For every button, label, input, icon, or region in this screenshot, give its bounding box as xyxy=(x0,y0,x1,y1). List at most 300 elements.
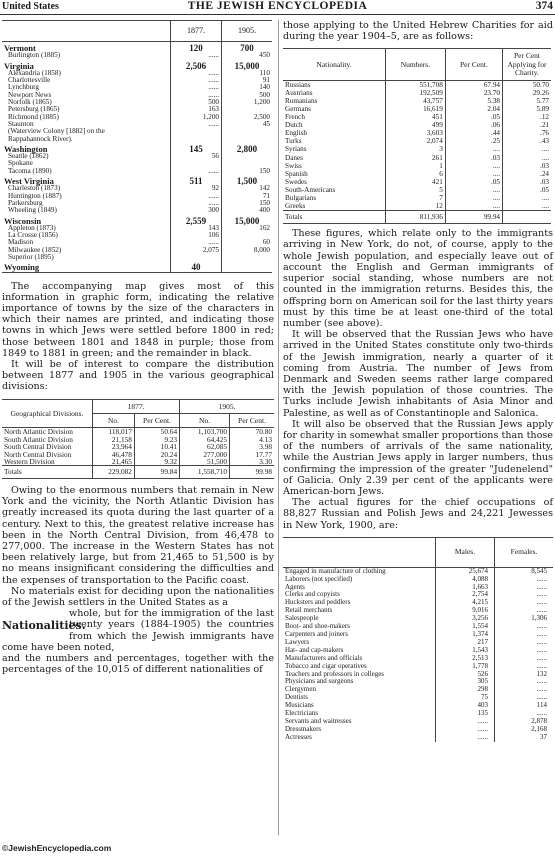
nationality-number: 1 xyxy=(386,162,446,170)
value-1877: 40 xyxy=(171,261,222,272)
city-name: Madison xyxy=(8,238,34,247)
nationality-table-body xyxy=(283,80,551,224)
city-name: Alexandria (1858) xyxy=(8,68,61,77)
paragraph-charity: It will also be observed that the Russian Jews apply for charity in somewhat smaller proportions than those of the numbers of arrivals of the same nationality, while the Austrian Jews apply in larger numbers, thus confirming the impression of the greater "Judenelend" of Galicia. Only 2.39 per cent of the applicants were American-born Jews. xyxy=(283,418,553,497)
value-1905-percent: 3.98 xyxy=(230,443,274,450)
occupation-name: Electricians xyxy=(285,709,319,718)
occupation-name: Tobacco and cigar operatives xyxy=(285,661,367,670)
value-1877: 500 xyxy=(171,99,222,106)
value-1905: 450 xyxy=(222,52,273,59)
nationality-head-name: Nationality. xyxy=(283,49,386,80)
value-1905: 162 xyxy=(222,225,273,232)
occupation-females: ...... xyxy=(495,710,554,718)
occupation-males: 2,513 xyxy=(436,655,495,663)
nationality-row xyxy=(283,113,551,121)
occupation-females: 2,168 xyxy=(495,726,554,734)
value-1905-percent: 4.13 xyxy=(230,436,274,443)
nationality-name: French xyxy=(285,113,305,122)
state-table-head-name xyxy=(2,21,171,42)
column-divider xyxy=(278,20,279,835)
division-row xyxy=(2,458,274,466)
value-1877-number: 229,082 xyxy=(93,466,135,478)
nationality-charity-percent: .24 xyxy=(503,170,552,178)
nationality-row xyxy=(283,97,551,105)
value-1877-percent: 9.23 xyxy=(134,436,179,443)
nationality-charity-percent: 50.70 xyxy=(503,80,552,89)
city-name: Norfolk (1865) xyxy=(8,98,52,107)
city-name: Parkersburg xyxy=(8,198,43,207)
occupation-name: Lawyers xyxy=(285,637,310,646)
occupation-head-males: Males. xyxy=(436,537,495,567)
value-1877: ...... xyxy=(171,200,222,207)
division-table xyxy=(2,399,274,479)
left-column xyxy=(2,20,274,675)
occupation-name: Agents xyxy=(285,582,305,591)
paragraph-nationalities-rest: and the numbers and percentages, together with the percentages of the 10,015 of different nationalities of xyxy=(2,652,274,676)
occupation-row xyxy=(283,678,553,686)
page-header xyxy=(0,0,555,15)
nationality-name: Dutch xyxy=(285,121,303,130)
value-1877: ...... xyxy=(171,70,222,77)
occupation-row xyxy=(283,607,553,615)
value-1877-number: 46,478 xyxy=(93,451,135,458)
right-column xyxy=(283,20,553,742)
value-1905: 15,000 xyxy=(222,60,273,70)
division-head-pct-b: Per Cent. xyxy=(230,414,274,428)
nationality-name: Danes xyxy=(285,153,303,162)
city-name: Huntington (1887) xyxy=(8,191,62,200)
occupation-row xyxy=(283,631,553,639)
value-1877-number: 21,158 xyxy=(93,436,135,443)
paragraph-russian: It will be observed that the Russian Jews who have arrived in the United States constitute only two-thirds of the Jewish immigration, nearly a quarter of it coming from Austria. The number of Jews from Denmark and Sweden seems rather large compared with the Jewish population of those countries. The Turks include Jewish inhabitants of Asia Minor and Palestine, as well as of Constantinople and Salonica. xyxy=(283,329,553,419)
nationality-row xyxy=(283,178,551,186)
occupation-males: ...... xyxy=(436,726,495,734)
division-head-label: Geographical Divisions. xyxy=(2,399,93,428)
division-name: Totals xyxy=(2,466,93,478)
nationality-name: South-Americans xyxy=(285,185,336,194)
value-1877: ...... xyxy=(171,92,222,99)
city-name: Rappahannock River). xyxy=(8,134,73,143)
occupation-males: 2,754 xyxy=(436,591,495,599)
value-1905: 91 xyxy=(222,77,273,84)
occupation-females: 37 xyxy=(495,734,554,742)
state-table-head-1905: 1905. xyxy=(222,21,273,42)
value-1905 xyxy=(222,254,273,261)
occupation-name: Hat- and cap-makers xyxy=(285,645,344,654)
value-1877: 106 xyxy=(171,232,222,239)
value-1877: ...... xyxy=(171,77,222,84)
value-1877: 56 xyxy=(171,153,222,160)
occupation-males: 1,543 xyxy=(436,647,495,655)
state-name: Vermont xyxy=(4,43,36,53)
city-name: Richmond (1885) xyxy=(8,112,59,121)
nationality-name: Swiss xyxy=(285,161,302,170)
nationality-charity-percent: 5.77 xyxy=(503,97,552,105)
value-1905 xyxy=(222,153,273,160)
city-name: Wheeling (1849) xyxy=(8,206,57,215)
occupation-females: ...... xyxy=(495,686,554,694)
value-1905-number: 1,558,710 xyxy=(180,466,230,478)
value-1877: ...... xyxy=(171,84,222,91)
city-name: Charleston (1873) xyxy=(8,184,61,193)
occupation-name: Laborers (not specified) xyxy=(285,574,353,583)
value-1877: 2,075 xyxy=(171,247,222,254)
paragraph-nationalities-wrap: whole, but for the immigration of the last twenty years (1884-1905) the countries from which the Jewish immigrants have come have been noted, xyxy=(2,608,274,653)
nationality-row xyxy=(283,121,551,129)
occupation-females: 114 xyxy=(495,702,554,710)
occupation-males: 1,554 xyxy=(436,623,495,631)
value-1905: 2,800 xyxy=(222,143,273,153)
nationality-name: Greeks xyxy=(285,202,306,211)
nationality-number: 7 xyxy=(386,194,446,202)
occupation-name: Carpenters and joiners xyxy=(285,630,348,639)
nationality-head-numbers: Numbers. xyxy=(386,49,446,80)
nationality-row xyxy=(283,154,551,162)
value-1877: 120 xyxy=(171,42,222,53)
division-name: South Central Division xyxy=(4,442,72,452)
city-row xyxy=(2,168,272,175)
nationality-number: 499 xyxy=(386,121,446,129)
nationality-percent: .... xyxy=(445,162,502,170)
value-1877: ...... xyxy=(171,52,222,59)
nationality-percent: .44 xyxy=(445,129,502,137)
occupation-table xyxy=(283,537,553,742)
value-1905: 140 xyxy=(222,84,273,91)
nationality-head-charity: Per Cent Applying for Charity. xyxy=(503,49,552,80)
nationality-row xyxy=(283,170,551,178)
nationality-percent: 23.70 xyxy=(445,89,502,97)
occupation-females: ...... xyxy=(495,631,554,639)
occupation-males: 75 xyxy=(436,694,495,702)
paragraph-map: The accompanying map gives most of this information in graphic form, indicating the relative importance of towns by the size of the characters in which their names are printed, and indicating those towns in which Jews were settled before 1800 in red; those between 1801 and 1848 in purple; those from 1849 to 1881 in green; and the remainder in black. xyxy=(2,280,274,359)
value-1905: 150 xyxy=(222,168,273,175)
nationality-charity-percent: .... xyxy=(503,194,552,202)
value-1877-percent: 9.32 xyxy=(134,458,179,466)
nationality-row xyxy=(283,162,551,170)
occupation-females: ...... xyxy=(495,591,554,599)
nationality-percent: .... xyxy=(445,202,502,211)
header-page-number: 374 xyxy=(535,0,553,12)
nationality-row xyxy=(283,186,551,194)
nationality-number: 43,757 xyxy=(386,97,446,105)
value-1877: ...... xyxy=(171,168,222,175)
occupation-females: 8,545 xyxy=(495,567,554,575)
value-1905-number: 277,000 xyxy=(180,451,230,458)
nationality-charity-percent: 5.89 xyxy=(503,105,552,113)
value-1877: 300 xyxy=(171,207,222,214)
occupation-males: 1,778 xyxy=(436,663,495,671)
occupation-males: 217 xyxy=(436,639,495,647)
occupation-name: Actresses xyxy=(285,732,312,741)
nationality-number: 2,074 xyxy=(386,137,446,145)
value-1905 xyxy=(222,128,273,135)
occupation-females: ...... xyxy=(495,678,554,686)
division-head-no-a: No. xyxy=(93,414,135,428)
nationality-total-row xyxy=(283,211,551,224)
city-row xyxy=(2,207,272,214)
city-row xyxy=(2,232,272,239)
nationality-row xyxy=(283,137,551,145)
value-1905: 110 xyxy=(222,70,273,77)
value-1905-number: 51,500 xyxy=(180,458,230,466)
nationality-charity-percent: .76 xyxy=(503,129,552,137)
value-1877: 143 xyxy=(171,225,222,232)
city-name: Appleton (1873) xyxy=(8,223,56,232)
nationality-number: 192,509 xyxy=(386,89,446,97)
value-1877 xyxy=(171,254,222,261)
city-name: Newport News xyxy=(8,90,52,99)
value-1877 xyxy=(171,136,222,143)
value-1905-percent: 99.98 xyxy=(230,466,274,478)
city-name: Burlington (1885) xyxy=(8,51,61,60)
occupation-name: Physicians and surgeons xyxy=(285,677,354,686)
nationality-charity-percent: .03 xyxy=(503,178,552,186)
city-row xyxy=(2,52,272,59)
nationality-name: Austrians xyxy=(285,88,313,97)
nationality-percent: 5.38 xyxy=(445,97,502,105)
nationality-head-percent: Per Cent. xyxy=(445,49,502,80)
city-name: (Waterview Colony [1882] on the xyxy=(8,127,105,136)
occupation-females: ...... xyxy=(495,639,554,647)
value-1877: 1,200 xyxy=(171,114,222,121)
nationality-percent: .05 xyxy=(445,178,502,186)
occupation-females: ...... xyxy=(495,607,554,615)
nationality-name: Swedes xyxy=(285,177,307,186)
value-1905-percent: 3.30 xyxy=(230,458,274,466)
occupation-name: Clerks and copyists xyxy=(285,590,340,599)
occupation-name: Dentists xyxy=(285,693,308,702)
value-1877-percent: 99.84 xyxy=(134,466,179,478)
division-head-no-b: No. xyxy=(180,414,230,428)
nationality-number: 16,619 xyxy=(386,105,446,113)
state-name: Wyoming xyxy=(4,262,40,273)
value-1877: 92 xyxy=(171,185,222,192)
state-name: Wisconsin xyxy=(4,215,42,226)
value-1905-number: 62,085 xyxy=(180,443,230,450)
occupation-name: Engaged in manufacture of clothing xyxy=(285,566,386,575)
nationality-percent: 67.94 xyxy=(445,80,502,89)
occupation-row xyxy=(283,718,553,726)
nationality-percent: .... xyxy=(445,186,502,194)
nationality-row xyxy=(283,194,551,202)
city-row xyxy=(2,136,272,143)
nationality-number: 12 xyxy=(386,202,446,211)
nationality-percent: .... xyxy=(445,145,502,153)
city-row xyxy=(2,153,272,160)
nationality-percent: .05 xyxy=(445,113,502,121)
value-1877-percent: 50.64 xyxy=(134,428,179,436)
value-1905: 142 xyxy=(222,185,273,192)
paragraph-actual: The actual figures for the chief occupations of 88,827 Russian and Polish Jews and 24,221 Jewesses in New York, 1900, are: xyxy=(283,497,553,531)
city-name: Tacoma (1890) xyxy=(8,166,52,175)
occupation-row xyxy=(283,576,553,584)
value-1905-percent: 17.77 xyxy=(230,451,274,458)
value-1877-number: 23,964 xyxy=(93,443,135,450)
nationality-charity-percent: .... xyxy=(503,202,552,211)
occupation-males: ...... xyxy=(436,718,495,726)
occupation-females: ...... xyxy=(495,584,554,592)
footer-watermark: ©JewishEncyclopedia.com xyxy=(2,843,112,853)
nationality-charity-percent: .03 xyxy=(503,162,552,170)
city-name: Spokane xyxy=(8,159,33,168)
occupation-males: 526 xyxy=(436,671,495,679)
paragraph-compare: It will be of interest to compare the distribution between 1877 and 1905 in the various geographical divisions: xyxy=(2,359,274,393)
nationality-percent: .... xyxy=(445,194,502,202)
nationality-name: Totals xyxy=(283,211,386,224)
occupation-name: Teachers and professors in colleges xyxy=(285,669,385,678)
occupation-males: 403 xyxy=(436,702,495,710)
nationality-charity-percent: .... xyxy=(503,154,552,162)
city-row xyxy=(2,77,272,84)
occupation-males: 25,674 xyxy=(436,567,495,575)
occupation-name: Musicians xyxy=(285,701,314,710)
value-1905: 71 xyxy=(222,193,273,200)
occupation-males: 4,088 xyxy=(436,576,495,584)
nationality-number: 811,936 xyxy=(386,211,446,224)
division-total-row xyxy=(2,466,274,478)
city-name: Lynchburg xyxy=(8,83,40,92)
occupation-males: 1,374 xyxy=(436,631,495,639)
occupation-males: 305 xyxy=(436,678,495,686)
division-name: Western Division xyxy=(4,457,55,467)
occupation-row xyxy=(283,694,553,702)
nationality-name: Germans xyxy=(285,104,311,113)
value-1877: 2,506 xyxy=(171,60,222,70)
occupation-males: 9,016 xyxy=(436,607,495,615)
occupation-head-females: Females. xyxy=(495,537,554,567)
division-head-pct-a: Per Cent. xyxy=(134,414,179,428)
state-name: Virginia xyxy=(4,60,34,71)
nationality-number: 6 xyxy=(386,170,446,178)
nationality-percent: .... xyxy=(445,170,502,178)
division-head-1905: 1905. xyxy=(180,399,274,413)
nationality-table xyxy=(283,48,551,224)
city-row xyxy=(2,254,272,261)
nationality-charity-percent: .43 xyxy=(503,137,552,145)
state-row xyxy=(2,261,272,272)
value-1877-percent: 20.24 xyxy=(134,451,179,458)
occupation-females: ...... xyxy=(495,623,554,631)
nationalities-block xyxy=(2,608,274,675)
nationality-number: 3,603 xyxy=(386,129,446,137)
state-table-head-1877: 1877. xyxy=(171,21,222,42)
occupation-row xyxy=(283,702,553,710)
nationality-name: Russians xyxy=(285,80,311,89)
nationality-charity-percent: 29.26 xyxy=(503,89,552,97)
occupation-males: 4,215 xyxy=(436,599,495,607)
state-table-body xyxy=(2,42,272,273)
nationality-row xyxy=(283,202,551,211)
division-name: South Atlantic Division xyxy=(4,434,73,444)
occupation-males: ...... xyxy=(436,734,495,742)
nationality-charity-percent: .05 xyxy=(503,186,552,194)
occupation-females: ...... xyxy=(495,599,554,607)
nationality-number: 551,708 xyxy=(386,80,446,89)
state-table xyxy=(2,20,272,273)
value-1877: ...... xyxy=(171,121,222,128)
city-name: Charlottesville xyxy=(8,76,51,85)
nationality-name: Spanish xyxy=(285,169,308,178)
division-name: North Atlantic Division xyxy=(4,427,73,437)
value-1905: 2,500 xyxy=(222,114,273,121)
value-1877: 145 xyxy=(171,143,222,153)
value-1905: 500 xyxy=(222,92,273,99)
nationality-row xyxy=(283,105,551,113)
city-row xyxy=(2,114,272,121)
city-name: Milwaukee (1852) xyxy=(8,245,62,254)
value-1905-number: 1,103,700 xyxy=(180,428,230,436)
occupation-females: ...... xyxy=(495,663,554,671)
nationality-row xyxy=(283,89,551,97)
value-1905-percent: 70.80 xyxy=(230,428,274,436)
nationality-row xyxy=(283,80,551,89)
nationality-name: Rumanians xyxy=(285,96,318,105)
nationality-number: 5 xyxy=(386,186,446,194)
city-name: Petersburg (1865) xyxy=(8,105,60,114)
value-1877-percent: 10.41 xyxy=(134,443,179,450)
value-1905: 700 xyxy=(222,42,273,53)
occupation-females: 132 xyxy=(495,671,554,679)
occupation-males: 298 xyxy=(436,686,495,694)
state-name: West Virginia xyxy=(4,176,54,187)
header-section-title: United States xyxy=(2,1,59,12)
nationality-charity-percent: .21 xyxy=(503,121,552,129)
occupation-name: Retail merchants xyxy=(285,606,333,615)
nationality-percent: 99.94 xyxy=(445,211,502,224)
value-1877 xyxy=(171,128,222,135)
occupation-males: 1,663 xyxy=(436,584,495,592)
occupation-females: ...... xyxy=(495,576,554,584)
nationality-number: 3 xyxy=(386,145,446,153)
occupation-row xyxy=(283,734,553,742)
occupation-females: ...... xyxy=(495,694,554,702)
occupation-row xyxy=(283,726,553,734)
occupation-name: Manufacturers and officials xyxy=(285,653,363,662)
division-head-1877: 1877. xyxy=(93,399,180,413)
occupation-females: 1,306 xyxy=(495,615,554,623)
occupation-table-body xyxy=(283,567,553,741)
nationality-percent: 2.04 xyxy=(445,105,502,113)
value-1905: 1,500 xyxy=(222,175,273,185)
paragraph-owing: Owing to the enormous numbers that remain in New York and the vicinity, the North Atlantic Division has greatly increased its quota during the last quarter of a century. Next to this, the greatest relative increase has been in the North Central Division, from 46,478 to 277,000. The increase in the Western States has not been relatively large, but from 21,465 to 51,500 is by no means insignificant considering the difficulties and the expenses of transportation to the Pacific coast. xyxy=(2,484,274,586)
nationality-percent: .25 xyxy=(445,137,502,145)
value-1877: ...... xyxy=(171,239,222,246)
nationality-percent: .03 xyxy=(445,154,502,162)
city-name: Superior (1895) xyxy=(8,253,54,262)
division-name: North Central Division xyxy=(4,449,72,459)
value-1905: 400 xyxy=(222,207,273,214)
nationality-charity-percent: .12 xyxy=(503,113,552,121)
nationality-row xyxy=(283,129,551,137)
occupation-females: 2,878 xyxy=(495,718,554,726)
value-1905: 1,200 xyxy=(222,99,273,106)
value-1877: ...... xyxy=(171,193,222,200)
nationality-number: 451 xyxy=(386,113,446,121)
value-1905: 150 xyxy=(222,200,273,207)
value-1905: 15,000 xyxy=(222,215,273,225)
occupation-head-blank xyxy=(283,537,436,567)
occupation-males: 135 xyxy=(436,710,495,718)
nationality-name: English xyxy=(285,129,307,138)
city-name: Staunton xyxy=(8,119,34,128)
occupation-name: Boot- and shoe-makers xyxy=(285,622,350,631)
nationality-row xyxy=(283,145,551,153)
occupation-females: ...... xyxy=(495,655,554,663)
value-1905 xyxy=(222,136,273,143)
state-name: Washington xyxy=(4,143,48,154)
occupation-name: Clergymen xyxy=(285,685,316,694)
occupation-name: Dressmakers xyxy=(285,724,322,733)
